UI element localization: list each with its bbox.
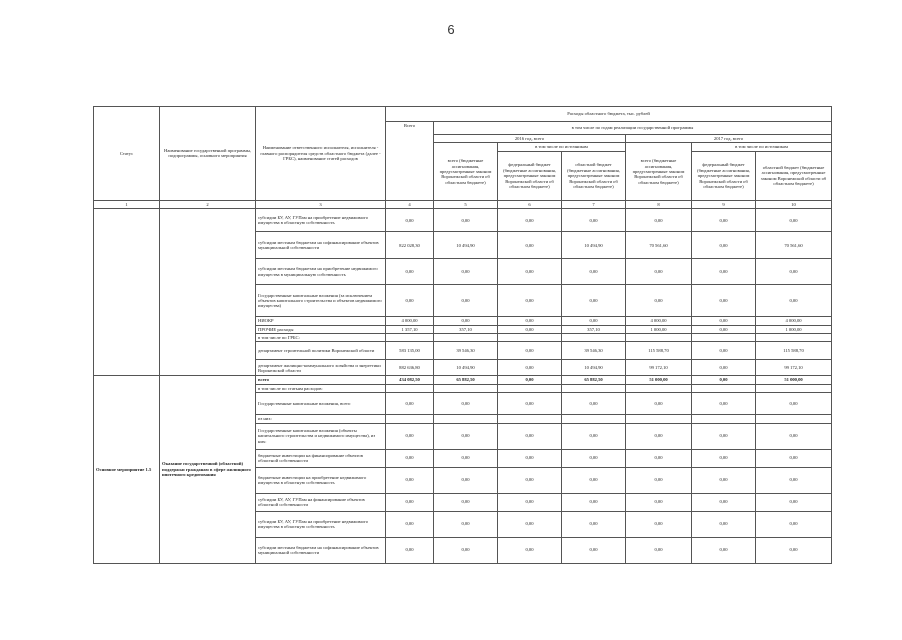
header-executor: Наименование ответственного исполнителя, исполнителя - главного распорядителя средств областного бюджета (далее - ГРБС), наименование статей расходов xyxy=(256,107,386,201)
value-cell: 99 172,10 xyxy=(756,360,832,376)
value-cell: 0,00 xyxy=(434,493,498,511)
expense-item-label: субсидии БУ, АУ, ГУПам на приобретение недвижимого имущества в областную собственность xyxy=(256,209,386,232)
value-cell: 1 000,00 xyxy=(756,325,832,333)
value-cell: 0,00 xyxy=(434,393,498,415)
value-cell: 0,00 xyxy=(498,467,562,493)
value-cell: 0,00 xyxy=(756,423,832,449)
value-cell: 0,00 xyxy=(562,537,626,563)
column-number: 2 xyxy=(160,200,256,208)
value-cell xyxy=(626,415,692,423)
value-cell: 51 000,00 xyxy=(626,376,692,384)
value-cell: 1 357,10 xyxy=(386,325,434,333)
value-cell: 0,00 xyxy=(562,285,626,317)
value-cell: 0,00 xyxy=(692,423,756,449)
expense-item-label: субсидии местным бюджетам на софинансирование объектов муниципальной собственности xyxy=(256,537,386,563)
expense-item-label: субсидии местным бюджетам на софинансирование объектов муниципальной собственности xyxy=(256,232,386,259)
value-cell: 0,00 xyxy=(498,259,562,285)
value-cell xyxy=(386,384,434,392)
value-cell: 0,00 xyxy=(692,376,756,384)
value-cell xyxy=(498,415,562,423)
value-cell: 65 882,50 xyxy=(562,376,626,384)
value-cell: 0,00 xyxy=(692,360,756,376)
value-cell xyxy=(498,384,562,392)
value-cell xyxy=(626,384,692,392)
value-cell xyxy=(692,384,756,392)
value-cell: 0,00 xyxy=(562,423,626,449)
value-cell: 0,00 xyxy=(562,317,626,325)
value-cell: 0,00 xyxy=(386,537,434,563)
value-cell: 0,00 xyxy=(498,285,562,317)
value-cell: 0,00 xyxy=(434,467,498,493)
value-cell: 0,00 xyxy=(498,360,562,376)
value-cell: 115 588,70 xyxy=(626,342,692,360)
value-cell: 51 000,00 xyxy=(756,376,832,384)
value-cell: 0,00 xyxy=(626,467,692,493)
expense-item-label: субсидии БУ, АУ, ГУПам на приобретение недвижимого имущества в областную собственность xyxy=(256,511,386,537)
value-cell: 0,00 xyxy=(386,259,434,285)
value-cell xyxy=(626,334,692,342)
value-cell: 0,00 xyxy=(692,449,756,467)
value-cell: 0,00 xyxy=(434,537,498,563)
value-cell: 0,00 xyxy=(562,511,626,537)
value-cell xyxy=(692,334,756,342)
value-cell: 0,00 xyxy=(498,537,562,563)
value-cell: 0,00 xyxy=(756,511,832,537)
column-number: 8 xyxy=(626,200,692,208)
column-number: 1 xyxy=(94,200,160,208)
value-cell: 0,00 xyxy=(626,393,692,415)
value-cell: 0,00 xyxy=(498,511,562,537)
value-cell: 822 028,30 xyxy=(386,232,434,259)
value-cell: 115 588,70 xyxy=(756,342,832,360)
block-main-event xyxy=(94,376,832,563)
column-number: 5 xyxy=(434,200,498,208)
header-federal-2016: федеральный бюджет (бюджетные ассигнования, предусмотренные законом Воронежской области об областном бюджете) xyxy=(498,151,562,200)
value-cell xyxy=(562,384,626,392)
value-cell: 0,00 xyxy=(498,209,562,232)
budget-table xyxy=(93,106,832,564)
value-cell xyxy=(756,334,832,342)
value-cell: 0,00 xyxy=(692,259,756,285)
value-cell: 0,00 xyxy=(562,259,626,285)
column-number: 6 xyxy=(498,200,562,208)
table-header xyxy=(94,107,832,209)
value-cell xyxy=(756,384,832,392)
header-year-2016: 2016 год, всего xyxy=(434,135,626,143)
value-cell: 99 172,10 xyxy=(626,360,692,376)
value-cell: 0,00 xyxy=(626,209,692,232)
value-cell: 0,00 xyxy=(692,325,756,333)
expense-item-label: департамент строительной политики Воронежской области xyxy=(256,342,386,360)
column-numbers-row xyxy=(94,200,832,208)
value-cell: 0,00 xyxy=(562,467,626,493)
header-by-years: в том числе по годам реализации государственной программы xyxy=(434,122,832,135)
header-total-2016: всего (бюджетные ассигнования, предусмотренные законом Воронежской области об областном бюджете) xyxy=(434,143,498,200)
value-cell: 10 494,90 xyxy=(562,232,626,259)
value-cell: 0,00 xyxy=(692,232,756,259)
value-cell xyxy=(386,334,434,342)
value-cell: 10 494,90 xyxy=(434,232,498,259)
value-cell: 0,00 xyxy=(626,449,692,467)
value-cell: 0,00 xyxy=(386,449,434,467)
value-cell: 1 000,00 xyxy=(626,325,692,333)
header-expenses: Расходы областного бюджета, тыс. рублей xyxy=(386,107,832,122)
value-cell: 0,00 xyxy=(386,511,434,537)
value-cell xyxy=(756,415,832,423)
header-regional-2017: областной бюджет (бюджетные ассигнования, предусмотренные законом Воронежской области об областном бюджете) xyxy=(756,151,832,200)
value-cell: 0,00 xyxy=(386,467,434,493)
value-cell: 0,00 xyxy=(626,493,692,511)
header-sources-2016: в том числе по источникам xyxy=(498,143,626,151)
status-cell-empty xyxy=(94,209,160,376)
value-cell: 0,00 xyxy=(498,376,562,384)
column-number: 10 xyxy=(756,200,832,208)
value-cell: 0,00 xyxy=(562,493,626,511)
expense-item-label: Государственные капитальные вложения (за исключением объектов капитального строительства и объектов недвижимого имущества) xyxy=(256,285,386,317)
column-number: 9 xyxy=(692,200,756,208)
value-cell: 0,00 xyxy=(692,511,756,537)
main-event-status: Основное мероприятие 1.5 xyxy=(94,376,160,563)
value-cell: 0,00 xyxy=(756,467,832,493)
value-cell: 4 000,00 xyxy=(626,317,692,325)
value-cell: 0,00 xyxy=(498,449,562,467)
value-cell xyxy=(498,334,562,342)
expense-item-label: субсидии местным бюджетам на приобретение недвижимого имущества в муниципальную собственность xyxy=(256,259,386,285)
value-cell: 0,00 xyxy=(756,209,832,232)
value-cell: 0,00 xyxy=(434,317,498,325)
value-cell: 357,10 xyxy=(562,325,626,333)
value-cell: 0,00 xyxy=(692,393,756,415)
value-cell: 0,00 xyxy=(626,259,692,285)
block-continued-rows xyxy=(94,209,832,376)
header-federal-2017: федеральный бюджет (бюджетные ассигнования, предусмотренные законом Воронежской области об областном бюджете) xyxy=(692,151,756,200)
value-cell: 0,00 xyxy=(692,493,756,511)
main-event-name: Оказание государственной (областной) поддержки гражданам в сфере жилищного ипотечного кредитования xyxy=(160,376,256,563)
value-cell: 0,00 xyxy=(498,317,562,325)
value-cell: 0,00 xyxy=(562,393,626,415)
expense-item-label: департамент жилищно-коммунального хозяйства и энергетики Воронежской области xyxy=(256,360,386,376)
value-cell: 0,00 xyxy=(498,393,562,415)
expense-item-label: в том числе по статьям расходов: xyxy=(256,384,386,392)
value-cell xyxy=(562,415,626,423)
expense-item-label: НИОКР xyxy=(256,317,386,325)
value-cell: 0,00 xyxy=(756,285,832,317)
value-cell: 0,00 xyxy=(498,232,562,259)
value-cell: 4 000,00 xyxy=(756,317,832,325)
value-cell xyxy=(562,334,626,342)
expense-item-label: в том числе по ГРБС: xyxy=(256,334,386,342)
value-cell: 882 636,80 xyxy=(386,360,434,376)
value-cell: 0,00 xyxy=(434,511,498,537)
value-cell: 0,00 xyxy=(626,537,692,563)
value-cell: 0,00 xyxy=(692,342,756,360)
value-cell: 0,00 xyxy=(434,423,498,449)
value-cell: 0,00 xyxy=(692,467,756,493)
value-cell: 0,00 xyxy=(386,423,434,449)
value-cell: 0,00 xyxy=(498,423,562,449)
value-cell: 0,00 xyxy=(692,537,756,563)
header-regional-2016: областной бюджет (бюджетные ассигнования, предусмотренные законом Воронежской области об областном бюджете) xyxy=(562,151,626,200)
header-status: Статус xyxy=(94,107,160,201)
table-row xyxy=(94,209,832,232)
header-year-2017: 2017 год, всего xyxy=(626,135,832,143)
value-cell: 0,00 xyxy=(434,449,498,467)
value-cell xyxy=(386,415,434,423)
header-name: Наименование государственной программы, подпрограммы, основного мероприятия xyxy=(160,107,256,201)
table-row xyxy=(94,376,832,384)
value-cell: 0,00 xyxy=(434,259,498,285)
value-cell: 0,00 xyxy=(562,209,626,232)
column-number: 4 xyxy=(386,200,434,208)
value-cell: 0,00 xyxy=(692,209,756,232)
value-cell: 0,00 xyxy=(756,493,832,511)
header-sources-2017: в том числе по источникам xyxy=(692,143,832,151)
expense-item-label: из них: xyxy=(256,415,386,423)
value-cell: 434 082,50 xyxy=(386,376,434,384)
value-cell: 0,00 xyxy=(756,537,832,563)
value-cell xyxy=(434,415,498,423)
value-cell: 0,00 xyxy=(386,285,434,317)
expense-item-label: всего xyxy=(256,376,386,384)
value-cell: 0,00 xyxy=(498,493,562,511)
value-cell: 0,00 xyxy=(386,493,434,511)
value-cell: 0,00 xyxy=(626,511,692,537)
value-cell: 0,00 xyxy=(562,449,626,467)
expense-item-label: ПРОЧИЕ расходы xyxy=(256,325,386,333)
value-cell: 0,00 xyxy=(756,259,832,285)
value-cell: 0,00 xyxy=(756,393,832,415)
value-cell xyxy=(434,384,498,392)
value-cell: 583 135,00 xyxy=(386,342,434,360)
value-cell: 357,10 xyxy=(434,325,498,333)
page-number: 6 xyxy=(447,22,455,37)
header-total: Всего xyxy=(386,122,434,201)
value-cell: 0,00 xyxy=(386,209,434,232)
value-cell xyxy=(434,334,498,342)
value-cell: 0,00 xyxy=(498,325,562,333)
expense-item-label: бюджетные инвестиции на финансирование объектов областной собственности xyxy=(256,449,386,467)
expense-item-label: субсидии БУ, АУ, ГУПам на финансирование объектов областной собственности xyxy=(256,493,386,511)
value-cell: 0,00 xyxy=(386,393,434,415)
name-cell-empty xyxy=(160,209,256,376)
value-cell: 10 494,90 xyxy=(562,360,626,376)
value-cell: 39 546,30 xyxy=(562,342,626,360)
expense-item-label: Государственные капитальные вложения, всего xyxy=(256,393,386,415)
value-cell: 0,00 xyxy=(626,423,692,449)
value-cell xyxy=(692,415,756,423)
value-cell: 0,00 xyxy=(434,285,498,317)
column-number: 7 xyxy=(562,200,626,208)
expense-item-label: бюджетные инвестиции на приобретение недвижимого имущества в областную собственность xyxy=(256,467,386,493)
header-total-2017: всего (бюджетные ассигнования, предусмотренные законом Воронежской области об областном бюджете) xyxy=(626,143,692,200)
value-cell: 0,00 xyxy=(498,342,562,360)
value-cell: 70 561,60 xyxy=(626,232,692,259)
value-cell: 4 000,00 xyxy=(386,317,434,325)
value-cell: 10 494,90 xyxy=(434,360,498,376)
expense-item-label: Государственные капитальные вложения (объекты капитального строительства и недвижимого имущества), из них: xyxy=(256,423,386,449)
value-cell: 0,00 xyxy=(692,285,756,317)
value-cell: 65 882,50 xyxy=(434,376,498,384)
column-number: 3 xyxy=(256,200,386,208)
value-cell: 70 561,60 xyxy=(756,232,832,259)
value-cell: 0,00 xyxy=(626,285,692,317)
value-cell: 39 546,30 xyxy=(434,342,498,360)
value-cell: 0,00 xyxy=(756,449,832,467)
value-cell: 0,00 xyxy=(434,209,498,232)
value-cell: 0,00 xyxy=(692,317,756,325)
